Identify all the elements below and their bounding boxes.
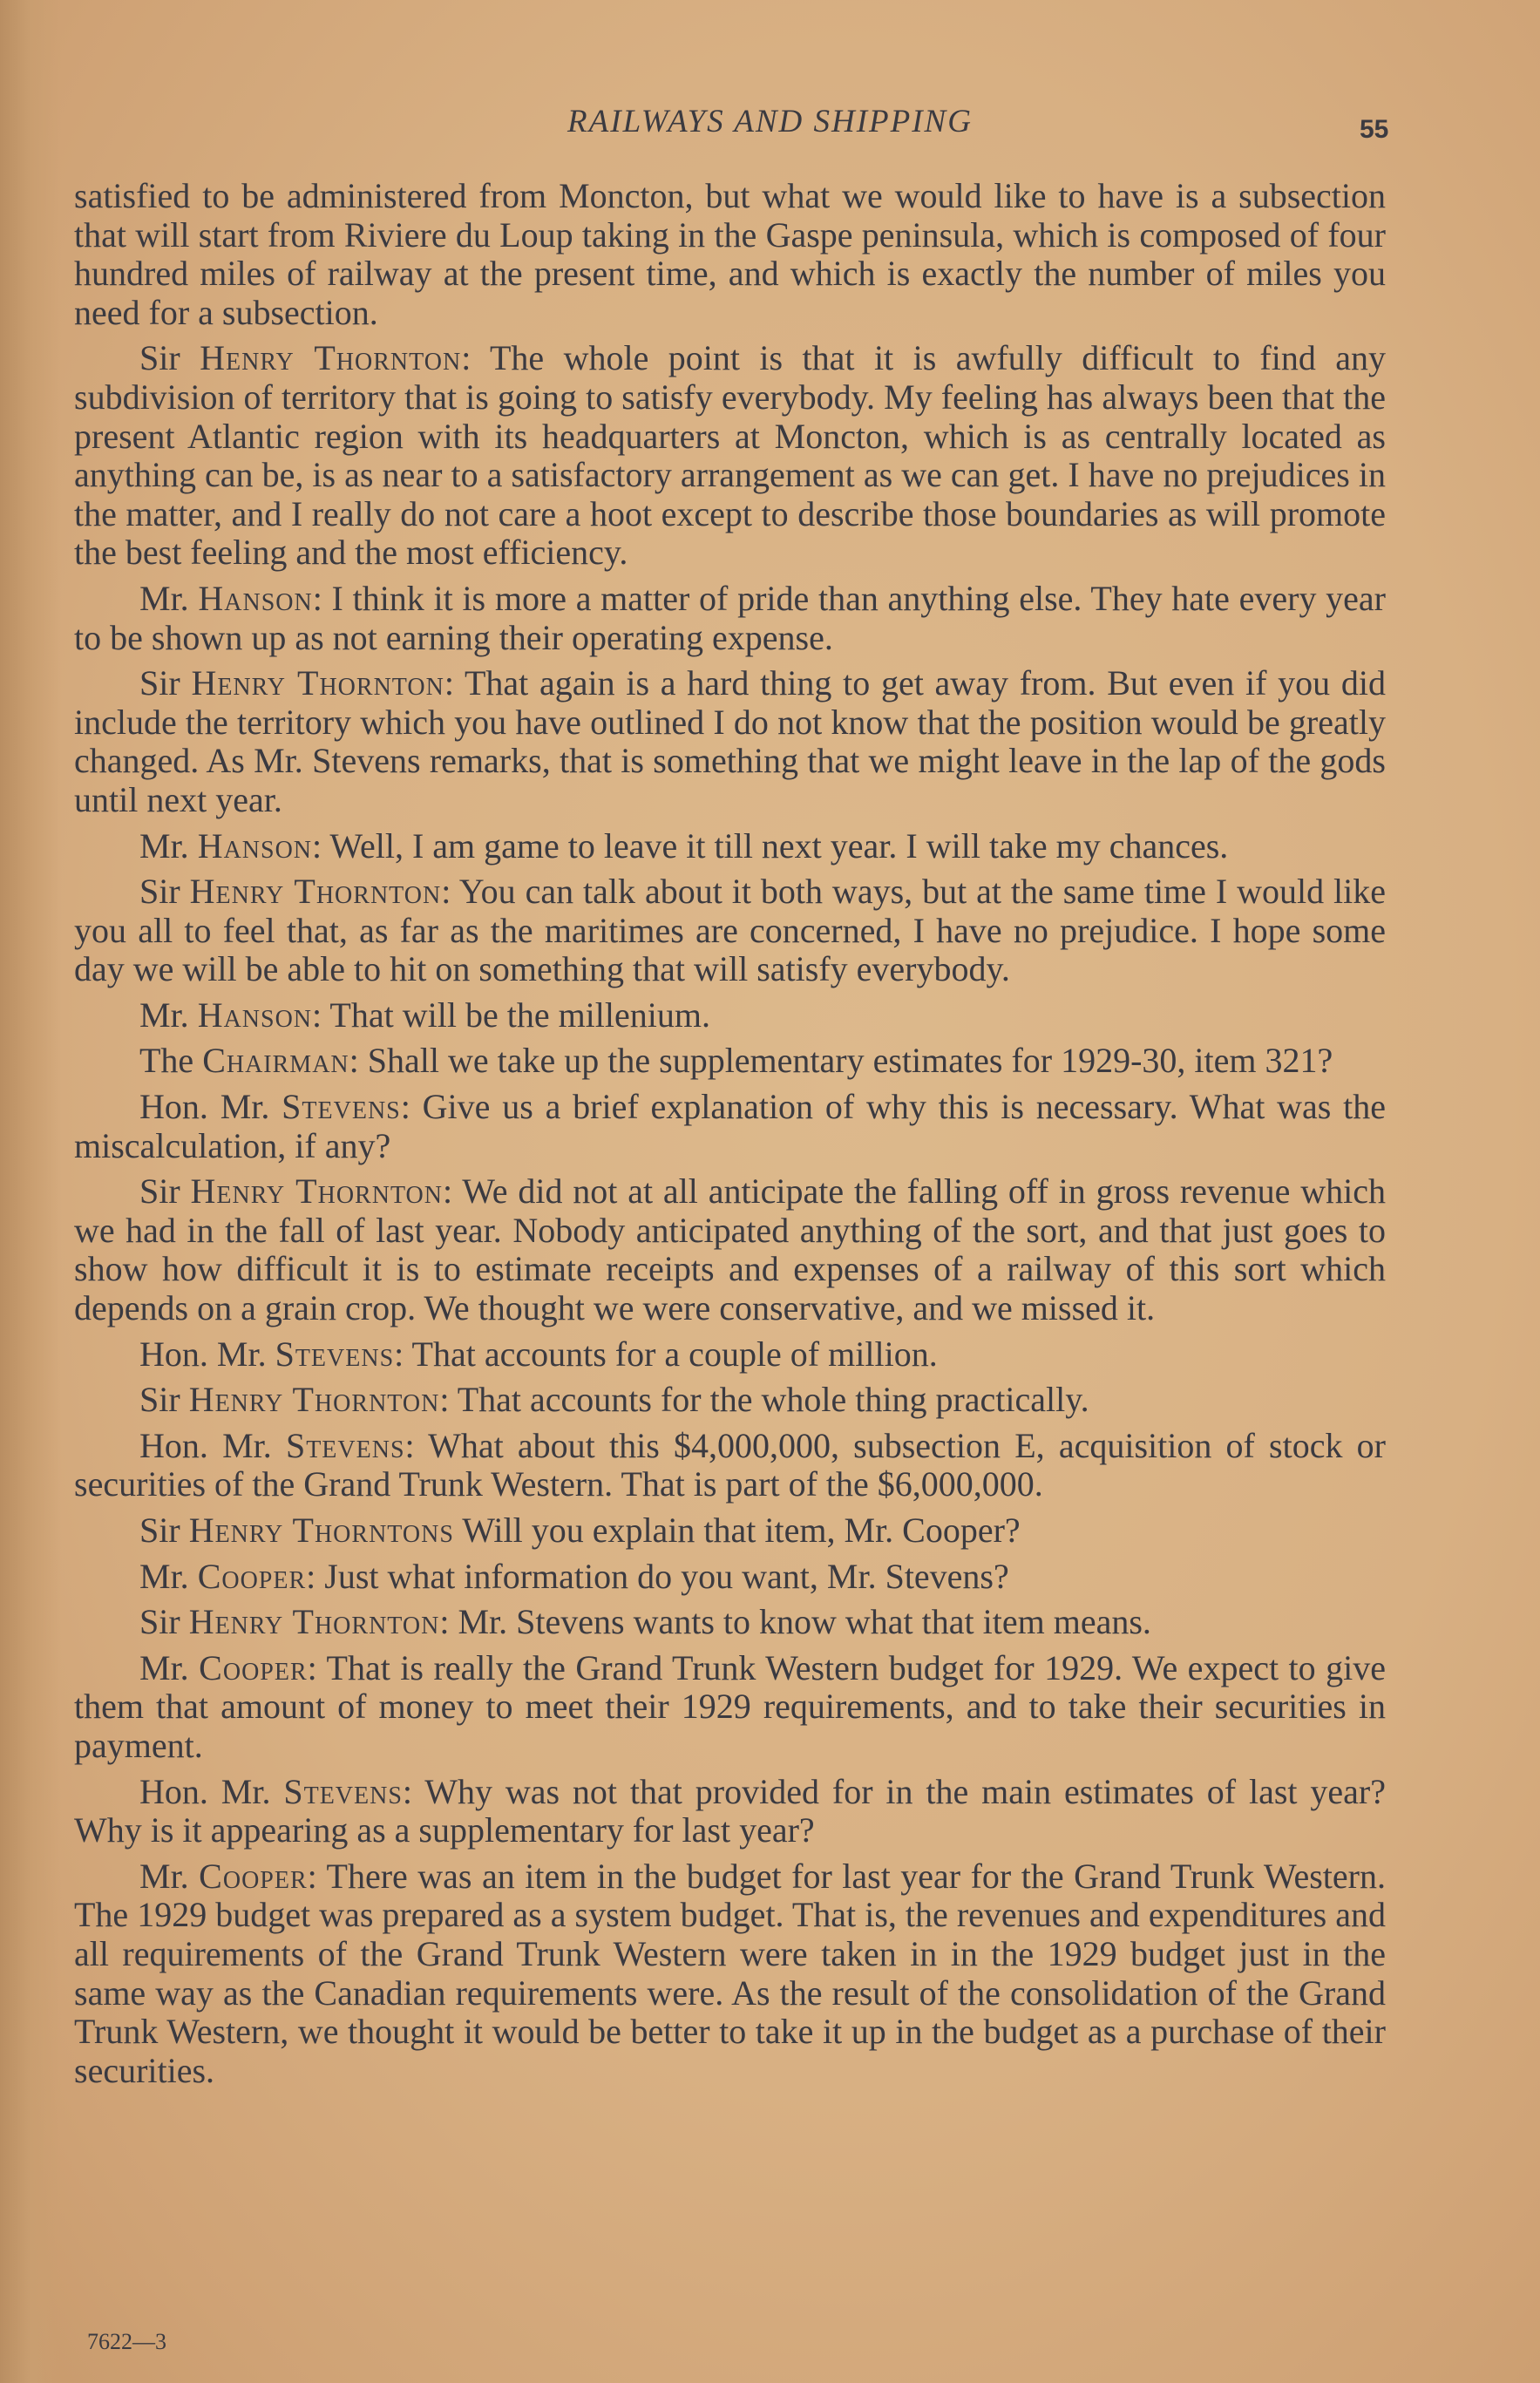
speaker-name: Henry Thornton bbox=[188, 1380, 440, 1420]
speaker-prefix: Hon. Mr. bbox=[139, 1771, 284, 1811]
paragraph-text: satisfied to be administered from Moncton, but what we would like to have is a subsection that will start from Riviere du Loup taking in the Gaspe peninsula, which is composed of four hundred miles of railway at the present time, and which is exactly the number of miles you need for a subsection. bbox=[74, 176, 1386, 332]
paragraph bbox=[74, 1773, 1386, 1850]
paragraph bbox=[74, 1088, 1386, 1165]
paragraph bbox=[74, 872, 1386, 989]
speaker-name: Cooper bbox=[199, 1647, 308, 1687]
paragraph bbox=[74, 1857, 1386, 2091]
speaker-prefix: Hon. Mr. bbox=[139, 1425, 286, 1465]
running-title: RAILWAYS AND SHIPPING bbox=[567, 104, 973, 139]
paragraph bbox=[74, 339, 1386, 573]
speaker-prefix: Mr. bbox=[139, 1647, 200, 1687]
paragraph-text: : What about this $4,000,000, subsection E, acquisition of stock or securities of the Grand Trunk Western. That is part of the $6,000,000. bbox=[74, 1425, 1386, 1504]
paragraph bbox=[74, 1427, 1386, 1504]
speaker-prefix: Sir bbox=[139, 338, 200, 378]
speaker-prefix: The bbox=[139, 1041, 203, 1081]
paragraph-text: : Just what information do you want, Mr. Stevens? bbox=[306, 1556, 1009, 1596]
paragraph-text: : Mr. Stevens wants to know what that item means. bbox=[439, 1602, 1151, 1642]
speaker-prefix: Mr. bbox=[139, 1856, 200, 1896]
paragraph bbox=[74, 177, 1386, 332]
paragraph-text: : That again is a hard thing to get away from. But even if you did include the territory which you have outlined I do not know that the position would be greatly changed. As Mr. Stevens remarks, that is something that we might leave in the lap of the gods until next year. bbox=[74, 663, 1387, 819]
paragraph bbox=[74, 1335, 1386, 1375]
speaker-name: Stevens bbox=[283, 1771, 403, 1811]
paragraph bbox=[74, 1603, 1386, 1642]
speaker-name: Henry Thornton bbox=[191, 663, 444, 703]
speaker-name: Chairman bbox=[202, 1041, 349, 1081]
paragraph bbox=[74, 580, 1386, 657]
paragraph bbox=[74, 1172, 1386, 1327]
speaker-name: Henry Thornton bbox=[200, 338, 462, 378]
paragraph-text: : That is really the Grand Trunk Western budget for 1929. We expect to give them that amount of money to meet their 1929 requirements, and to take their securities in payment. bbox=[74, 1647, 1386, 1765]
paragraph-text: : That accounts for a couple of million. bbox=[394, 1334, 938, 1374]
speaker-name: Cooper bbox=[197, 1556, 307, 1596]
paragraph-text: : Give us a brief explanation of why this is necessary. What was the miscalculation, if any? bbox=[74, 1087, 1386, 1165]
paragraph bbox=[74, 1511, 1386, 1551]
paragraph-text: : We did not at all anticipate the falling off in gross revenue which we had in the fall of last year. Nobody anticipated anything of the sort, and that just goes to show how difficult it is to estimate receipts and expenses of a railway of this sort which depends on a grain crop. We thought we were conservative, and we missed it. bbox=[74, 1171, 1387, 1328]
paragraph-text: : That accounts for the whole thing practically. bbox=[439, 1380, 1089, 1420]
page-edge-shadow bbox=[0, 0, 61, 2383]
speaker-prefix: Sir bbox=[139, 1380, 189, 1420]
speaker-prefix: Sir bbox=[139, 1602, 189, 1642]
paragraph-text: : Why was not that provided for in the main estimates of last year? Why is it appearing as a supplementary for last year? bbox=[74, 1771, 1386, 1850]
paragraph-text: : You can talk about it both ways, but at the same time I would like you all to feel that, as far as the maritimes are concerned, I have no prejudice. I hope some day we will be able to hit on something that will satisfy everybody. bbox=[74, 872, 1387, 989]
speaker-prefix: Hon. Mr. bbox=[139, 1087, 282, 1127]
speaker-name: Hanson bbox=[198, 578, 313, 618]
speaker-prefix: Hon. Mr. bbox=[139, 1334, 275, 1374]
paragraph-text: : Well, I am game to leave it till next year. I will take my chances. bbox=[312, 825, 1229, 866]
speaker-prefix: Sir bbox=[139, 1511, 189, 1550]
paragraph bbox=[74, 1558, 1386, 1597]
paragraph bbox=[74, 1042, 1386, 1081]
speaker-prefix: Mr. bbox=[139, 578, 199, 618]
paragraph bbox=[74, 664, 1386, 819]
speaker-prefix: Mr. bbox=[139, 1556, 198, 1596]
speaker-prefix: Mr. bbox=[139, 825, 198, 866]
paragraph bbox=[74, 1381, 1386, 1420]
paragraph bbox=[74, 996, 1386, 1035]
speaker-name: Henry Thornton bbox=[190, 1171, 443, 1212]
paragraph bbox=[74, 827, 1386, 866]
speaker-name: Henry Thornton bbox=[189, 872, 442, 912]
paragraph-text: : That will be the millenium. bbox=[312, 995, 711, 1035]
paragraph-text: : I think it is more a matter of pride than anything else. They hate every year to be shown up as not earning their operating expense. bbox=[74, 578, 1386, 657]
signature-mark: 7622—3 bbox=[87, 2329, 166, 2354]
speaker-name: Henry Thorntons bbox=[188, 1511, 454, 1550]
paragraph-text: : Shall we take up the supplementary estimates for 1929-30, item 321? bbox=[349, 1041, 1333, 1081]
speaker-name: Hanson bbox=[197, 825, 313, 866]
speaker-prefix: Sir bbox=[139, 1171, 191, 1212]
speaker-name: Stevens bbox=[285, 1425, 405, 1465]
speaker-prefix: Mr. bbox=[139, 995, 198, 1035]
speaker-prefix: Sir bbox=[139, 663, 192, 703]
speaker-prefix: Sir bbox=[139, 872, 190, 912]
paragraph-text: : There was an item in the budget for last year for the Grand Trunk Western. The 1929 budget was prepared as a system budget. That is, the revenues and expenditures and all requirements of the Grand Trunk Western were taken in in the 1929 budget just in the same way as the Canadian requirements were. As the result of the consolidation of the Grand Trunk Western, we thought it would be better to take it up in the budget as a purchase of their securities. bbox=[74, 1856, 1386, 2090]
speaker-name: Stevens bbox=[282, 1087, 401, 1127]
paragraph-text: Will you explain that item, Mr. Cooper? bbox=[453, 1511, 1021, 1550]
speaker-name: Hanson bbox=[197, 995, 313, 1035]
speaker-name: Henry Thornton bbox=[188, 1602, 440, 1642]
paragraph bbox=[74, 1649, 1386, 1766]
speaker-name: Stevens bbox=[275, 1334, 395, 1374]
paragraph-text: : The whole point is that it is awfully difficult to find any subdivision of territory that is going to satisfy everybody. My feeling has always been that the present Atlantic region with its headquarters at Moncton, which is as centrally located as anything can be, is as near to a satisfactory arrangement as we can get. I have no prejudices in the matter, and I really do not care a hoot except to describe those boundaries as will promote the best feeling and the most efficiency. bbox=[74, 338, 1386, 573]
body-text bbox=[74, 177, 1386, 2097]
page-number: 55 bbox=[1360, 115, 1389, 144]
speaker-name: Cooper bbox=[199, 1856, 308, 1896]
